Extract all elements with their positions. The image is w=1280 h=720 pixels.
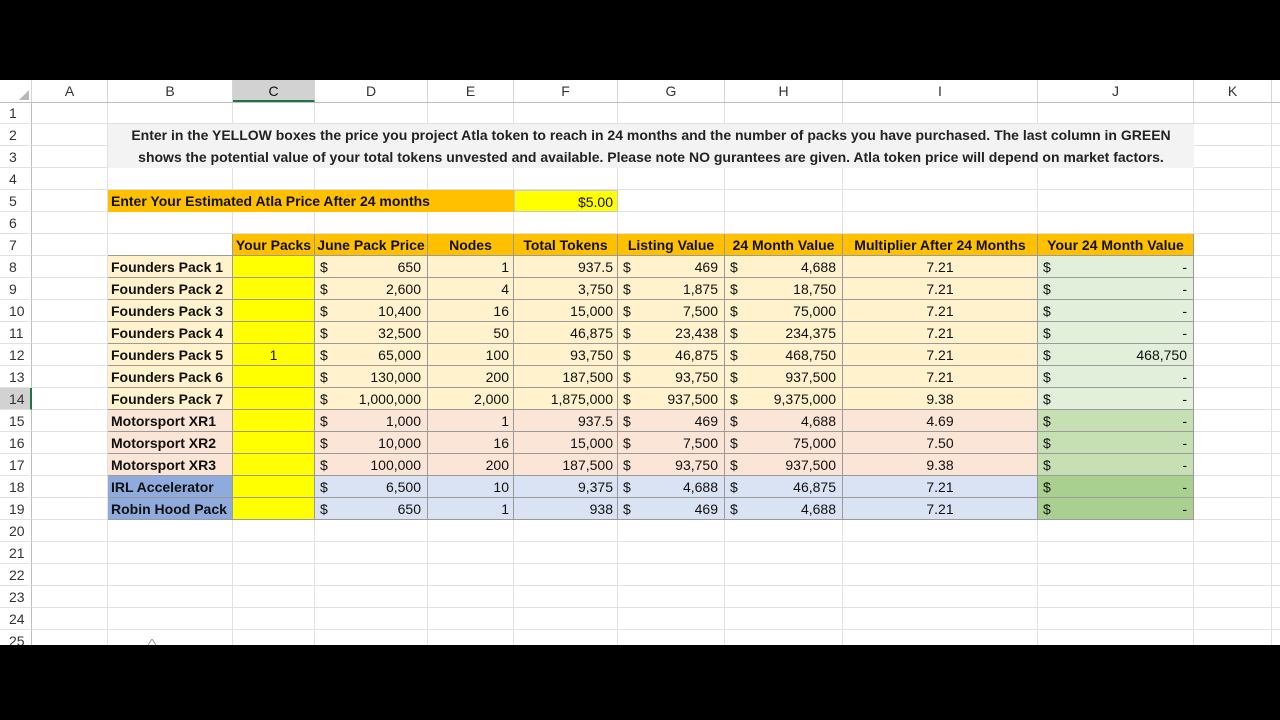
row-header-16[interactable]: 16 bbox=[0, 432, 32, 454]
your-24-month-value bbox=[1038, 256, 1194, 278]
currency-symbol: $ bbox=[730, 259, 738, 275]
your-24-month-value bbox=[1038, 344, 1194, 366]
june-pack-price bbox=[315, 498, 428, 520]
your-packs-input[interactable] bbox=[233, 498, 315, 520]
nodes: 16 bbox=[428, 300, 514, 322]
amount: - bbox=[1182, 413, 1187, 429]
column-header-g[interactable]: G bbox=[618, 80, 725, 102]
amount: - bbox=[1182, 369, 1187, 385]
your-packs-input[interactable] bbox=[233, 476, 315, 498]
column-header-j[interactable]: J bbox=[1038, 80, 1194, 102]
month-24-value bbox=[725, 454, 843, 476]
currency-symbol: $ bbox=[320, 501, 328, 517]
currency-symbol: $ bbox=[320, 259, 328, 275]
month-24-value bbox=[725, 256, 843, 278]
amount: 130,000 bbox=[370, 369, 421, 385]
table-header-listing-value: Listing Value bbox=[618, 234, 725, 256]
currency-symbol: $ bbox=[623, 479, 631, 495]
amount: - bbox=[1182, 325, 1187, 341]
row-header-2[interactable]: 2 bbox=[0, 124, 32, 146]
amount: 4,688 bbox=[800, 259, 836, 275]
june-pack-price bbox=[315, 344, 428, 366]
row-header-6[interactable]: 6 bbox=[0, 212, 32, 234]
column-headers bbox=[0, 80, 1280, 103]
multiplier: 7.21 bbox=[843, 498, 1038, 520]
month-24-value bbox=[725, 498, 843, 520]
estimated-price-input[interactable]: $5.00 bbox=[514, 190, 618, 212]
total-tokens: 187,500 bbox=[514, 454, 618, 476]
amount: 93,750 bbox=[675, 369, 718, 385]
row-header-11[interactable]: 11 bbox=[0, 322, 32, 344]
currency-symbol: $ bbox=[1043, 413, 1051, 429]
your-packs-input[interactable] bbox=[233, 256, 315, 278]
your-24-month-value bbox=[1038, 300, 1194, 322]
instructions-line-2: shows the potential value of your total tokens unvested and available. Please note NO gurantees are given. Atla token price will depend on market factors. bbox=[138, 149, 1164, 165]
currency-symbol: $ bbox=[730, 413, 738, 429]
listing-value bbox=[618, 344, 725, 366]
amount: 2,600 bbox=[385, 281, 421, 297]
listing-value bbox=[618, 476, 725, 498]
row-header-3[interactable]: 3 bbox=[0, 146, 32, 168]
june-pack-price bbox=[315, 454, 428, 476]
nodes: 1 bbox=[428, 256, 514, 278]
currency-symbol: $ bbox=[1043, 369, 1051, 385]
your-packs-input[interactable] bbox=[233, 300, 315, 322]
row-header-10[interactable]: 10 bbox=[0, 300, 32, 322]
amount: 75,000 bbox=[793, 303, 836, 319]
your-24-month-value bbox=[1038, 410, 1194, 432]
row-header-19[interactable]: 19 bbox=[0, 498, 32, 520]
amount: 937,500 bbox=[667, 391, 718, 407]
instructions-line-1: Enter in the YELLOW boxes the price you project Atla token to reach in 24 months and the number of packs you have purchased. The last column in GREEN bbox=[131, 127, 1171, 143]
your-24-month-value bbox=[1038, 476, 1194, 498]
multiplier: 7.21 bbox=[843, 278, 1038, 300]
amount: 937,500 bbox=[785, 457, 836, 473]
amount: 7,500 bbox=[682, 435, 718, 451]
month-24-value bbox=[725, 322, 843, 344]
currency-symbol: $ bbox=[623, 391, 631, 407]
total-tokens: 9,375 bbox=[514, 476, 618, 498]
multiplier: 4.69 bbox=[843, 410, 1038, 432]
amount: 32,500 bbox=[378, 325, 421, 341]
currency-symbol: $ bbox=[623, 457, 631, 473]
multiplier: 7.21 bbox=[843, 256, 1038, 278]
amount: 46,875 bbox=[675, 347, 718, 363]
amount: 234,375 bbox=[785, 325, 836, 341]
currency-symbol: $ bbox=[623, 281, 631, 297]
currency-symbol: $ bbox=[623, 435, 631, 451]
total-tokens: 15,000 bbox=[514, 300, 618, 322]
listing-value bbox=[618, 410, 725, 432]
total-tokens: 187,500 bbox=[514, 366, 618, 388]
nodes: 10 bbox=[428, 476, 514, 498]
pack-name: IRL Accelerator bbox=[108, 476, 233, 498]
month-24-value bbox=[725, 366, 843, 388]
your-packs-input[interactable] bbox=[233, 322, 315, 344]
listing-value bbox=[618, 278, 725, 300]
june-pack-price bbox=[315, 410, 428, 432]
listing-value bbox=[618, 256, 725, 278]
june-pack-price bbox=[315, 388, 428, 410]
currency-symbol: $ bbox=[320, 369, 328, 385]
row-header-14[interactable]: 14 bbox=[0, 388, 32, 410]
currency-symbol: $ bbox=[730, 369, 738, 385]
row-header-1[interactable]: 1 bbox=[0, 102, 32, 124]
june-pack-price bbox=[315, 476, 428, 498]
column-header-h[interactable]: H bbox=[725, 80, 843, 102]
row-header-12[interactable]: 12 bbox=[0, 344, 32, 366]
multiplier: 9.38 bbox=[843, 454, 1038, 476]
currency-symbol: $ bbox=[730, 435, 738, 451]
amount: - bbox=[1182, 457, 1187, 473]
your-packs-input[interactable] bbox=[233, 432, 315, 454]
amount: 65,000 bbox=[378, 347, 421, 363]
currency-symbol: $ bbox=[1043, 259, 1051, 275]
currency-symbol: $ bbox=[1043, 391, 1051, 407]
column-header-a[interactable]: A bbox=[32, 80, 108, 102]
currency-symbol: $ bbox=[623, 347, 631, 363]
gridline-horizontal bbox=[32, 629, 1280, 630]
amount: - bbox=[1182, 479, 1187, 495]
currency-symbol: $ bbox=[320, 325, 328, 341]
row-header-8[interactable]: 8 bbox=[0, 256, 32, 278]
table-header-24-month-value: 24 Month Value bbox=[725, 234, 843, 256]
nodes: 2,000 bbox=[428, 388, 514, 410]
row-header-22[interactable]: 22 bbox=[0, 564, 32, 586]
multiplier: 7.21 bbox=[843, 366, 1038, 388]
amount: 1,000 bbox=[385, 413, 421, 429]
month-24-value bbox=[725, 432, 843, 454]
gridline-horizontal bbox=[32, 541, 1280, 542]
nodes: 1 bbox=[428, 410, 514, 432]
total-tokens: 3,750 bbox=[514, 278, 618, 300]
row-header-9[interactable]: 9 bbox=[0, 278, 32, 300]
amount: - bbox=[1182, 259, 1187, 275]
currency-symbol: $ bbox=[730, 281, 738, 297]
amount: 7,500 bbox=[682, 303, 718, 319]
your-24-month-value bbox=[1038, 278, 1194, 300]
pack-name: Founders Pack 4 bbox=[108, 322, 233, 344]
nodes: 16 bbox=[428, 432, 514, 454]
amount: 650 bbox=[397, 259, 421, 275]
nodes: 1 bbox=[428, 498, 514, 520]
row-header-17[interactable]: 17 bbox=[0, 454, 32, 476]
listing-value bbox=[618, 322, 725, 344]
june-pack-price bbox=[315, 300, 428, 322]
multiplier: 7.50 bbox=[843, 432, 1038, 454]
your-24-month-value bbox=[1038, 322, 1194, 344]
amount: 75,000 bbox=[793, 435, 836, 451]
total-tokens: 15,000 bbox=[514, 432, 618, 454]
currency-symbol: $ bbox=[730, 325, 738, 341]
your-24-month-value bbox=[1038, 498, 1194, 520]
table-header-blank bbox=[108, 234, 233, 256]
listing-value bbox=[618, 498, 725, 520]
nodes: 4 bbox=[428, 278, 514, 300]
row-header-5[interactable]: 5 bbox=[0, 190, 32, 212]
currency-symbol: $ bbox=[1043, 347, 1051, 363]
multiplier: 7.21 bbox=[843, 344, 1038, 366]
currency-symbol: $ bbox=[623, 413, 631, 429]
pack-name: Motorsport XR3 bbox=[108, 454, 233, 476]
listing-value bbox=[618, 432, 725, 454]
currency-symbol: $ bbox=[320, 347, 328, 363]
amount: 10,400 bbox=[378, 303, 421, 319]
currency-symbol: $ bbox=[623, 369, 631, 385]
listing-value bbox=[618, 388, 725, 410]
nodes: 200 bbox=[428, 366, 514, 388]
total-tokens: 938 bbox=[514, 498, 618, 520]
month-24-value bbox=[725, 410, 843, 432]
currency-symbol: $ bbox=[730, 303, 738, 319]
row-header-20[interactable]: 20 bbox=[0, 520, 32, 542]
currency-symbol: $ bbox=[1043, 325, 1051, 341]
multiplier: 7.21 bbox=[843, 300, 1038, 322]
june-pack-price bbox=[315, 256, 428, 278]
month-24-value bbox=[725, 278, 843, 300]
amount: 23,438 bbox=[675, 325, 718, 341]
your-24-month-value bbox=[1038, 432, 1194, 454]
currency-symbol: $ bbox=[623, 303, 631, 319]
currency-symbol: $ bbox=[1043, 281, 1051, 297]
amount: 469 bbox=[694, 501, 718, 517]
currency-symbol: $ bbox=[320, 303, 328, 319]
select-all-button[interactable] bbox=[0, 80, 32, 102]
amount: - bbox=[1182, 435, 1187, 451]
listing-value bbox=[618, 366, 725, 388]
row-header-4[interactable]: 4 bbox=[0, 168, 32, 190]
pack-name: Motorsport XR2 bbox=[108, 432, 233, 454]
gridline-vertical bbox=[1271, 102, 1272, 645]
multiplier: 7.21 bbox=[843, 476, 1038, 498]
select-all-triangle-icon bbox=[19, 90, 29, 100]
row-header-7[interactable]: 7 bbox=[0, 234, 32, 256]
table-header-your-24-month-value: Your 24 Month Value bbox=[1038, 234, 1194, 256]
total-tokens: 937.5 bbox=[514, 256, 618, 278]
amount: 937,500 bbox=[785, 369, 836, 385]
row-header-21[interactable]: 21 bbox=[0, 542, 32, 564]
currency-symbol: $ bbox=[1043, 479, 1051, 495]
june-pack-price bbox=[315, 322, 428, 344]
pack-name: Motorsport XR1 bbox=[108, 410, 233, 432]
total-tokens: 93,750 bbox=[514, 344, 618, 366]
your-packs-input[interactable] bbox=[233, 454, 315, 476]
column-header-e[interactable]: E bbox=[428, 80, 514, 102]
table-header-multiplier-after-24-months: Multiplier After 24 Months bbox=[843, 234, 1038, 256]
total-tokens: 937.5 bbox=[514, 410, 618, 432]
amount: 18,750 bbox=[793, 281, 836, 297]
gridline-horizontal bbox=[32, 607, 1280, 608]
amount: - bbox=[1182, 391, 1187, 407]
june-pack-price bbox=[315, 366, 428, 388]
amount: 6,500 bbox=[385, 479, 421, 495]
amount: - bbox=[1182, 303, 1187, 319]
nodes: 200 bbox=[428, 454, 514, 476]
currency-symbol: $ bbox=[730, 479, 738, 495]
row-header-25[interactable]: 25 bbox=[0, 630, 32, 645]
currency-symbol: $ bbox=[623, 501, 631, 517]
amount: 650 bbox=[397, 501, 421, 517]
nodes: 50 bbox=[428, 322, 514, 344]
table-header-your-packs: Your Packs bbox=[233, 234, 315, 256]
row-header-23[interactable]: 23 bbox=[0, 586, 32, 608]
price-input-label: Enter Your Estimated Atla Price After 24 months bbox=[108, 190, 514, 212]
currency-symbol: $ bbox=[320, 281, 328, 297]
your-packs-input[interactable]: 1 bbox=[233, 344, 315, 366]
amount: 10,000 bbox=[378, 435, 421, 451]
column-header-k[interactable]: K bbox=[1194, 80, 1272, 102]
june-pack-price bbox=[315, 432, 428, 454]
currency-symbol: $ bbox=[1043, 501, 1051, 517]
column-header-f[interactable]: F bbox=[514, 80, 618, 102]
currency-symbol: $ bbox=[623, 325, 631, 341]
amount: 4,688 bbox=[800, 413, 836, 429]
month-24-value bbox=[725, 300, 843, 322]
amount: 4,688 bbox=[682, 479, 718, 495]
listing-value bbox=[618, 300, 725, 322]
table-header-nodes: Nodes bbox=[428, 234, 514, 256]
currency-symbol: $ bbox=[623, 259, 631, 275]
your-packs-input[interactable] bbox=[233, 366, 315, 388]
amount: 469 bbox=[694, 413, 718, 429]
pack-name: Founders Pack 5 bbox=[108, 344, 233, 366]
multiplier: 9.38 bbox=[843, 388, 1038, 410]
currency-symbol: $ bbox=[320, 479, 328, 495]
nodes: 100 bbox=[428, 344, 514, 366]
currency-symbol: $ bbox=[320, 413, 328, 429]
pack-name: Founders Pack 1 bbox=[108, 256, 233, 278]
pack-name: Robin Hood Pack bbox=[108, 498, 233, 520]
june-pack-price bbox=[315, 278, 428, 300]
currency-symbol: $ bbox=[1043, 303, 1051, 319]
amount: 4,688 bbox=[800, 501, 836, 517]
row-header-13[interactable]: 13 bbox=[0, 366, 32, 388]
your-24-month-value bbox=[1038, 366, 1194, 388]
listing-value bbox=[618, 454, 725, 476]
amount: - bbox=[1182, 281, 1187, 297]
pack-name: Founders Pack 7 bbox=[108, 388, 233, 410]
total-tokens: 46,875 bbox=[514, 322, 618, 344]
currency-symbol: $ bbox=[730, 457, 738, 473]
amount: 9,375,000 bbox=[773, 391, 836, 407]
currency-symbol: $ bbox=[320, 391, 328, 407]
currency-symbol: $ bbox=[320, 435, 328, 451]
your-24-month-value bbox=[1038, 454, 1194, 476]
gridline-horizontal bbox=[32, 585, 1280, 586]
row-header-24[interactable]: 24 bbox=[0, 608, 32, 630]
amount: 1,000,000 bbox=[358, 391, 421, 407]
mouse-cursor-icon bbox=[148, 639, 156, 645]
amount: - bbox=[1182, 501, 1187, 517]
amount: 468,750 bbox=[1136, 347, 1187, 363]
table-header-june-pack-price: June Pack Price bbox=[315, 234, 428, 256]
pack-name: Founders Pack 6 bbox=[108, 366, 233, 388]
pack-name: Founders Pack 2 bbox=[108, 278, 233, 300]
amount: 1,875 bbox=[682, 281, 718, 297]
pack-name: Founders Pack 3 bbox=[108, 300, 233, 322]
spreadsheet[interactable] bbox=[0, 80, 1280, 645]
amount: 100,000 bbox=[370, 457, 421, 473]
amount: 46,875 bbox=[793, 479, 836, 495]
row-header-18[interactable]: 18 bbox=[0, 476, 32, 498]
column-header-c[interactable]: C bbox=[233, 80, 315, 102]
currency-symbol: $ bbox=[1043, 435, 1051, 451]
your-24-month-value bbox=[1038, 388, 1194, 410]
month-24-value bbox=[725, 476, 843, 498]
multiplier: 7.21 bbox=[843, 322, 1038, 344]
currency-symbol: $ bbox=[320, 457, 328, 473]
month-24-value bbox=[725, 344, 843, 366]
month-24-value bbox=[725, 388, 843, 410]
table-header-total-tokens: Total Tokens bbox=[514, 234, 618, 256]
row-header-15[interactable]: 15 bbox=[0, 410, 32, 432]
gridline-horizontal bbox=[32, 563, 1280, 564]
currency-symbol: $ bbox=[730, 501, 738, 517]
currency-symbol: $ bbox=[730, 391, 738, 407]
column-header-i[interactable]: I bbox=[843, 80, 1038, 102]
amount: 93,750 bbox=[675, 457, 718, 473]
amount: 468,750 bbox=[785, 347, 836, 363]
currency-symbol: $ bbox=[1043, 457, 1051, 473]
your-packs-input[interactable] bbox=[233, 388, 315, 410]
amount: 469 bbox=[694, 259, 718, 275]
column-header-b[interactable]: B bbox=[108, 80, 233, 102]
your-packs-input[interactable] bbox=[233, 278, 315, 300]
column-header-d[interactable]: D bbox=[315, 80, 428, 102]
your-packs-input[interactable] bbox=[233, 410, 315, 432]
total-tokens: 1,875,000 bbox=[514, 388, 618, 410]
currency-symbol: $ bbox=[730, 347, 738, 363]
